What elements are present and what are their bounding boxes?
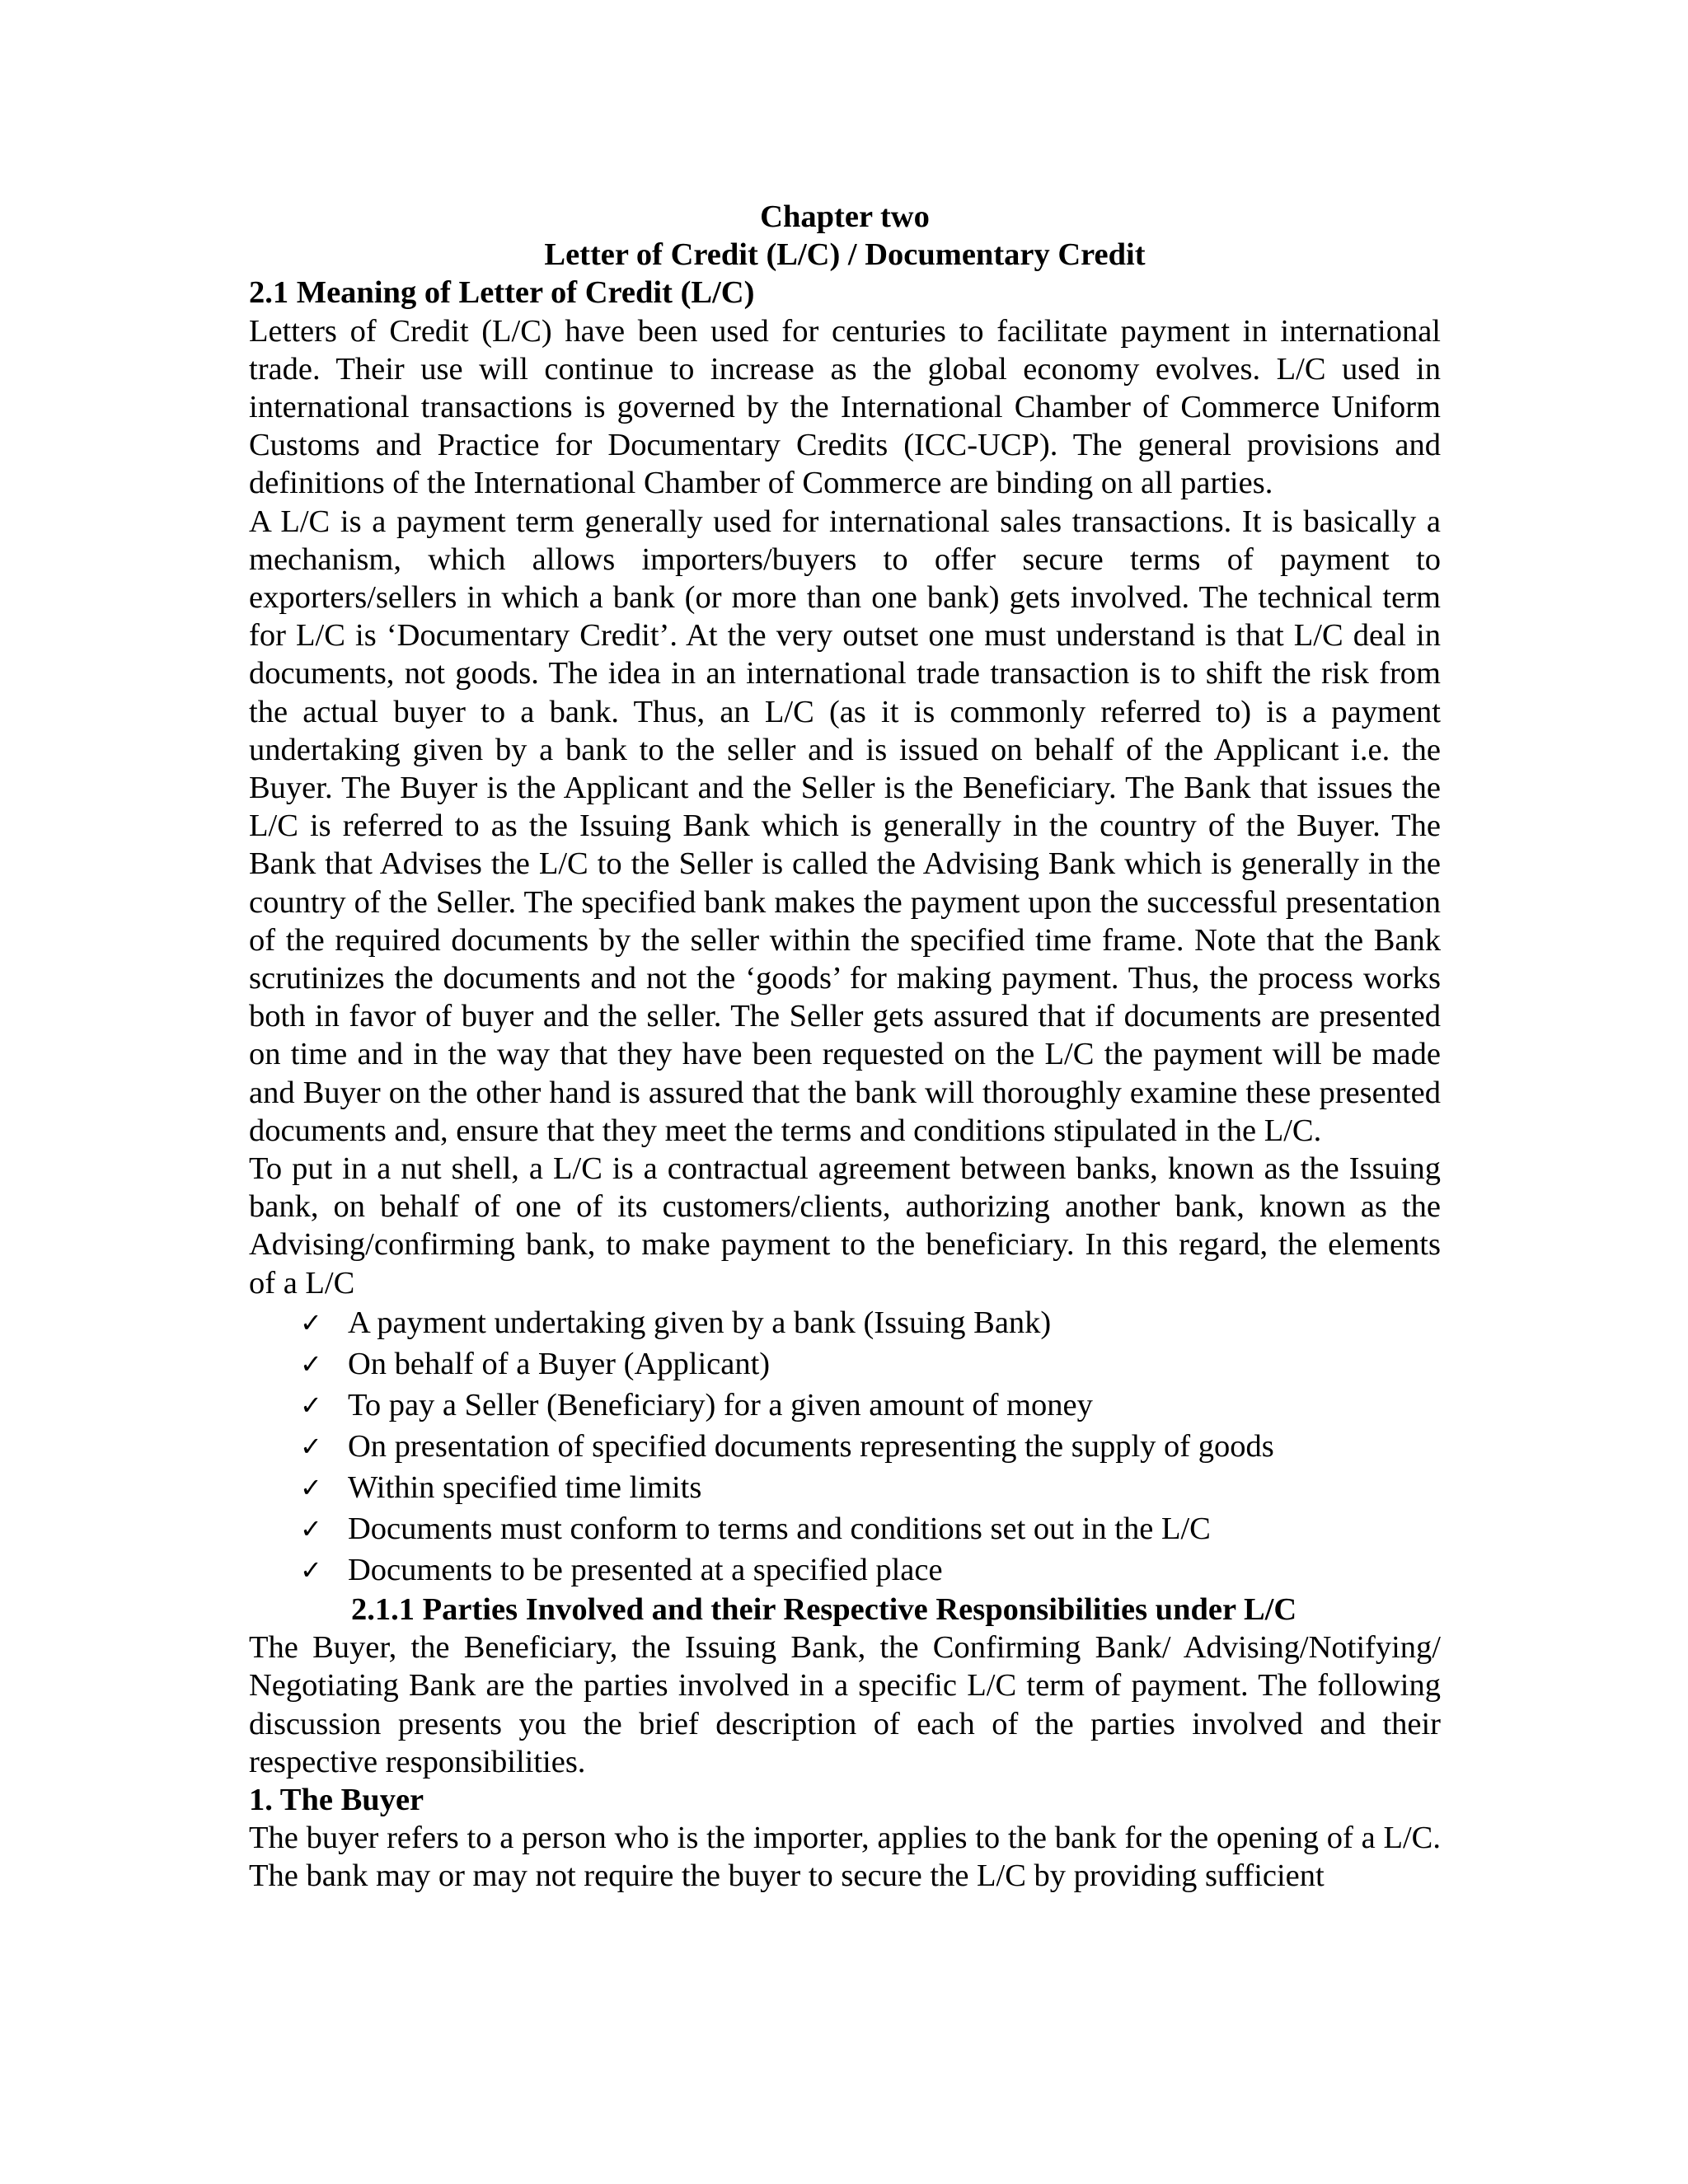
- check-icon: ✓: [300, 1554, 322, 1586]
- chapter-title: Chapter two: [760, 199, 930, 234]
- paragraph-parties: The Buyer, the Beneficiary, the Issuing Bank, the Confirming Bank/ Advising/Notifying/ Negotiating Bank are the parties involved in a specific L/C term of payment. The following discussion presents you the brief description of each of the parties involved and their respective responsibilities.: [249, 1630, 1441, 1779]
- check-icon: ✓: [300, 1512, 322, 1544]
- check-icon: ✓: [300, 1306, 322, 1338]
- list-item-text: A payment undertaking given by a bank (Issuing Bank): [348, 1305, 1052, 1340]
- chapter-subtitle: Letter of Credit (L/C) / Documentary Credit: [544, 237, 1146, 273]
- check-icon: ✓: [300, 1471, 322, 1503]
- list-item: [300, 1426, 1441, 1467]
- paragraph-lc-summary: To put in a nut shell, a L/C is a contractual agreement between banks, known as the Issuing bank, on behalf of one of its customers/clients, authorizing another bank, known as the Advising/confirming bank, to make payment to the beneficiary. In this regard, the elements of a L/C: [249, 1151, 1441, 1301]
- section-2-1-1-heading: 2.1.1 Parties Involved and their Respective Responsibilities under L/C: [351, 1591, 1297, 1627]
- list-item-text: Documents to be presented at a specified place: [348, 1552, 943, 1587]
- list-item: [300, 1302, 1441, 1343]
- check-icon: ✓: [300, 1389, 322, 1421]
- list-item: [300, 1467, 1441, 1508]
- list-item-text: To pay a Seller (Beneficiary) for a given amount of money: [348, 1387, 1093, 1422]
- page-content: [249, 198, 1441, 1896]
- list-item-text: Documents must conform to terms and conditions set out in the L/C: [348, 1511, 1211, 1546]
- check-icon: ✓: [300, 1430, 322, 1462]
- paragraph-buyer: The buyer refers to a person who is the importer, applies to the bank for the opening of a L/C. The bank may or may not require the buyer to secure the L/C by providing sufficient: [249, 1821, 1441, 1894]
- paragraph-lc-history: Letters of Credit (L/C) have been used for centuries to facilitate payment in international trade. Their use will continue to increase as the global economy evolves. L/C used in international transactions is governed by the International Chamber of Commerce Uniform Customs and Practice for Documentary Credits (ICC-UCP). The general provisions and definitions of the International Chamber of Commerce are binding on all parties.: [249, 313, 1441, 501]
- list-item: [300, 1343, 1441, 1385]
- list-item-text: On behalf of a Buyer (Applicant): [348, 1346, 771, 1381]
- list-item-text: On presentation of specified documents representing the supply of goods: [348, 1428, 1274, 1464]
- buyer-heading: 1. The Buyer: [249, 1782, 424, 1817]
- check-icon: ✓: [300, 1347, 322, 1380]
- list-item-text: Within specified time limits: [348, 1469, 702, 1505]
- lc-elements-list: [249, 1302, 1441, 1591]
- list-item: [300, 1508, 1441, 1549]
- paragraph-lc-mechanism: A L/C is a payment term generally used for international sales transactions. It is basically a mechanism, which allows importers/buyers to offer secure terms of payment to exporters/sellers in which a bank (or more than one bank) gets involved. The technical term for L/C is ‘Documentary Credit’. At the very outset one must understand is that L/C deal in documents, not goods. The idea in an international trade transaction is to shift the risk from the actual buyer to a bank. Thus, an L/C (as it is commonly referred to) is a payment undertaking given by a bank to the seller and is issued on behalf of the Applicant i.e. the Buyer. The Buyer is the Applicant and the Seller is the Beneficiary. The Bank that issues the L/C is referred to as the Issuing Bank which is generally in the country of the Buyer. The Bank that Advises the L/C to the Seller is called the Advising Bank which is generally in the country of the Seller. The specified bank makes the payment upon the successful presentation of the required documents by the seller within the specified time frame. Note that the Bank scrutinizes the documents and not the ‘goods’ for making payment. Thus, the process works both in favor of buyer and the seller. The Seller gets assured that if documents are presented on time and in the way that they have been requested on the L/C the payment will be made and Buyer on the other hand is assured that the bank will thoroughly examine these presented documents and, ensure that they meet the terms and conditions stipulated in the L/C.: [249, 504, 1441, 1148]
- list-item: [300, 1549, 1441, 1591]
- list-item: [300, 1385, 1441, 1426]
- section-2-1-heading: 2.1 Meaning of Letter of Credit (L/C): [249, 275, 755, 311]
